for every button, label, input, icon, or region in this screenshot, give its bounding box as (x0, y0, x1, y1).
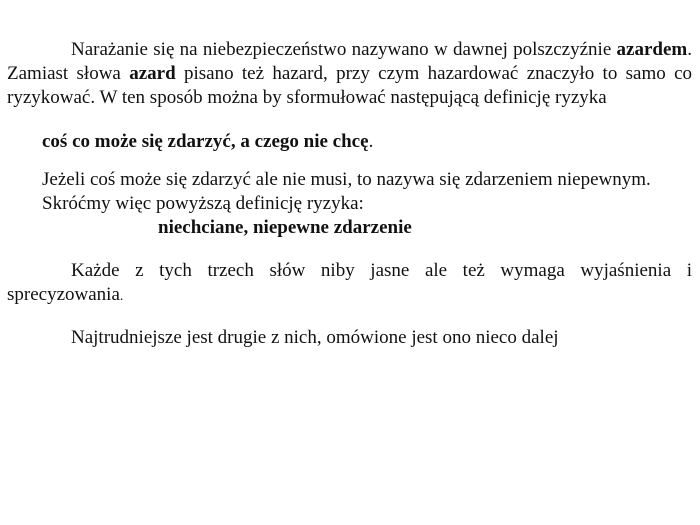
paragraph-shorten-definition: Skróćmy więc powyższą definicję ryzyka: (42, 193, 364, 214)
definition-1-bold: coś co może się zdarzyć, a czego nie chcę (42, 131, 369, 152)
paragraph-azard-history (7, 38, 692, 110)
paragraph-1-text-a: Narażanie się na niebezpieczeństwo nazywano w dawnej polszczyźnie (71, 39, 617, 60)
paragraph-uncertain-event: Jeżeli coś może się zdarzyć ale nie musi, to nazywa się zdarzeniem niepewnym. (42, 169, 651, 190)
term-azard: azard (129, 63, 176, 84)
paragraph-hardest-word: Najtrudniejsze jest drugie z nich, omówione jest ono nieco dalej (71, 327, 559, 348)
definition-2-bold: niechciane, niepewne zdarzenie (158, 217, 412, 238)
definition-risk-first (42, 130, 692, 154)
term-azardem: azardem (616, 39, 688, 60)
definition-1-end: . (368, 131, 374, 152)
paragraph-1-text-c: pisano też hazard, przy czym hazardować znaczyło to samo co ryzykować. W ten sposób można by sformułować następującą definicję ryzyka (7, 63, 693, 108)
paragraph-4-end: . (119, 289, 124, 304)
document-page (7, 38, 692, 350)
paragraph-4-text: Każde z tych trzech słów niby jasne ale też wymaga wyjaśnienia i sprecyzowania (7, 260, 692, 305)
paragraph-1-text-b: . Zamiast słowa (7, 39, 692, 84)
definition-risk-short (158, 216, 692, 240)
paragraph-three-words (7, 259, 692, 309)
